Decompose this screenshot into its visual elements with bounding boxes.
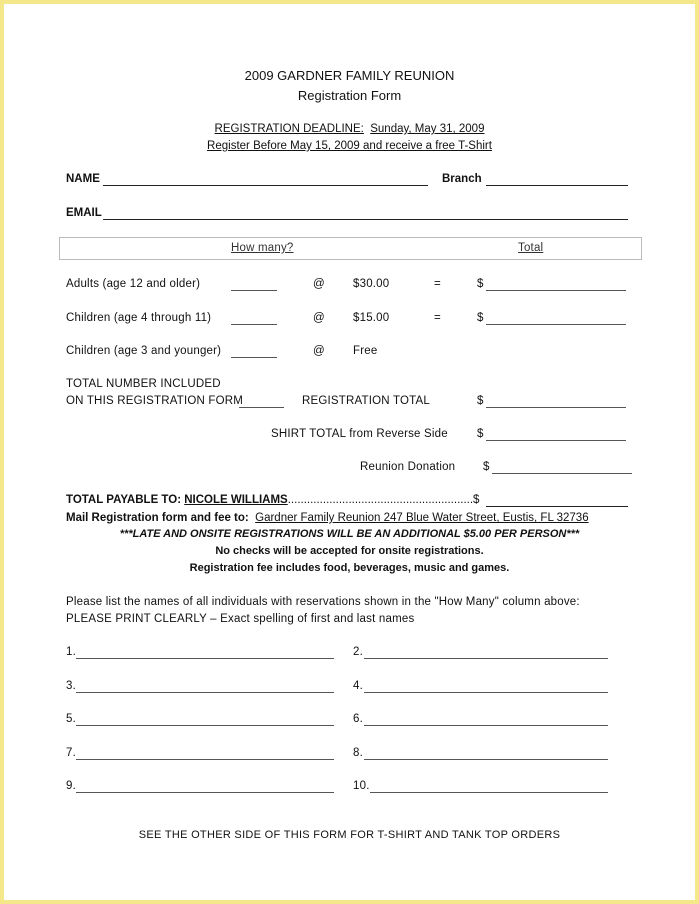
fee-includes-notice: Registration fee includes food, beverages, music and games. [189, 562, 510, 574]
payable-name: NICOLE WILLIAMS [184, 494, 288, 506]
at-symbol: @ [313, 278, 325, 290]
instructions-2: PLEASE PRINT CLEARLY – Exact spelling of first and last names [66, 613, 415, 625]
name-entry-field[interactable] [364, 725, 608, 726]
name-entry-number: 7. [66, 747, 76, 759]
adults-count-field[interactable] [231, 290, 277, 291]
name-label: NAME [66, 173, 100, 185]
late-notice: ***LATE AND ONSITE REGISTRATIONS WILL BE AN ADDITIONAL $5.00 PER PERSON*** [119, 528, 580, 540]
name-entry-field[interactable] [364, 759, 608, 760]
table-header-box [59, 237, 642, 260]
shirt-total-label: SHIRT TOTAL from Reverse Side [271, 428, 448, 440]
name-entry-number: 8. [353, 747, 363, 759]
branch-field[interactable] [486, 185, 628, 186]
name-entry-field[interactable] [370, 792, 608, 793]
name-entry-number: 6. [353, 713, 363, 725]
total-number-field[interactable] [239, 407, 284, 408]
deadline-date: Sunday, May 31, 2009 [370, 123, 485, 135]
children-4-11-price: $15.00 [353, 312, 390, 324]
form-subtitle: Registration Form [297, 88, 402, 103]
donation-field[interactable] [492, 473, 632, 474]
how-many-header: How many? [231, 242, 294, 254]
name-field[interactable] [103, 185, 428, 186]
name-entry-number: 3. [66, 680, 76, 692]
dollar-sign: $ [477, 278, 484, 290]
email-field[interactable] [103, 219, 628, 220]
adults-label: Adults (age 12 and older) [66, 278, 201, 290]
children-4-11-label: Children (age 4 through 11) [66, 312, 212, 324]
name-entry-number: 2. [353, 646, 363, 658]
registration-total-label: REGISTRATION TOTAL [302, 395, 430, 407]
instructions-1: Please list the names of all individuals with reservations shown in the "How Many" column above: [66, 596, 580, 608]
registration-total-field[interactable] [486, 407, 626, 408]
name-entry-field[interactable] [76, 759, 334, 760]
register-before-notice: Register Before May 15, 2009 and receive a free T-Shirt [207, 140, 492, 152]
children-4-11-count-field[interactable] [231, 324, 277, 325]
total-number-label-2: ON THIS REGISTRATION FORM [66, 395, 244, 407]
mail-label: Mail Registration form and fee to: [66, 512, 249, 524]
children-under-3-count-field[interactable] [231, 357, 277, 358]
adults-price: $30.00 [353, 278, 390, 290]
name-entry-field[interactable] [76, 692, 334, 693]
total-header: Total [518, 242, 544, 254]
form-title: 2009 GARDNER FAMILY REUNION [244, 68, 455, 83]
mail-line [66, 512, 589, 524]
name-entry-field[interactable] [76, 792, 334, 793]
dollar-sign: $ [477, 428, 484, 440]
dollar-sign: $ [483, 461, 490, 473]
email-label: EMAIL [66, 207, 102, 219]
branch-label: Branch [442, 173, 482, 185]
name-entry-number: 1. [66, 646, 76, 658]
children-4-11-total-field[interactable] [486, 324, 626, 325]
payable-line [66, 494, 479, 506]
payable-label: TOTAL PAYABLE TO: [66, 494, 182, 506]
deadline-line [0, 123, 699, 135]
shirt-total-field[interactable] [486, 440, 626, 441]
name-entry-field[interactable] [76, 725, 334, 726]
children-under-3-label: Children (age 3 and younger) [66, 345, 222, 357]
form-page [4, 4, 695, 900]
at-symbol: @ [313, 345, 325, 357]
payable-dots: ..........................................................$ [287, 494, 480, 506]
equals-symbol: = [434, 278, 441, 290]
children-under-3-price: Free [353, 345, 378, 357]
at-symbol: @ [313, 312, 325, 324]
dollar-sign: $ [477, 312, 484, 324]
no-checks-notice: No checks will be accepted for onsite registrations. [215, 545, 484, 557]
name-entry-number: 4. [353, 680, 363, 692]
footer-note: SEE THE OTHER SIDE OF THIS FORM FOR T-SHIRT AND TANK TOP ORDERS [138, 829, 561, 841]
name-entry-field[interactable] [76, 658, 334, 659]
name-entry-number: 5. [66, 713, 76, 725]
name-entry-number: 9. [66, 780, 76, 792]
payable-amount-field[interactable] [486, 506, 628, 507]
mail-address: Gardner Family Reunion 247 Blue Water Street, Eustis, FL 32736 [255, 512, 589, 524]
total-number-label-1: TOTAL NUMBER INCLUDED [66, 378, 221, 390]
equals-symbol: = [434, 312, 441, 324]
dollar-sign: $ [477, 395, 484, 407]
donation-label: Reunion Donation [360, 461, 456, 473]
deadline-label: REGISTRATION DEADLINE: [214, 123, 364, 135]
adults-total-field[interactable] [486, 290, 626, 291]
name-entry-field[interactable] [364, 658, 608, 659]
name-entry-number: 10. [353, 780, 370, 792]
name-entry-field[interactable] [364, 692, 608, 693]
